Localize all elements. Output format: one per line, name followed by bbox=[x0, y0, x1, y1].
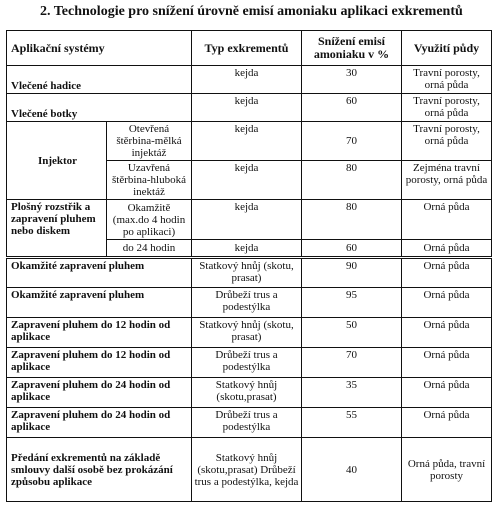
system-cell: Zapravení pluhem do 12 hodin od aplikace bbox=[7, 318, 192, 348]
system-cell: Okamžité zapravení pluhem bbox=[7, 288, 192, 318]
header-systems: Aplikační systémy bbox=[7, 31, 192, 66]
use-cell: Orná půda bbox=[402, 378, 492, 408]
use-cell: Travní porosty, orná půda bbox=[402, 94, 492, 122]
table-row bbox=[7, 348, 492, 378]
reduction-cell: 95 bbox=[302, 288, 402, 318]
reduction-cell: 40 bbox=[302, 438, 402, 502]
subtype-cell: do 24 hodin bbox=[107, 240, 192, 258]
type-cell: Drůbeží trus a podestýlka bbox=[192, 348, 302, 378]
system-cell: Vlečené hadice bbox=[7, 66, 192, 94]
use-cell: Zejména travní porosty, orná půda bbox=[402, 161, 492, 200]
system-cell: Okamžité zapravení pluhem bbox=[7, 258, 192, 288]
emissions-table bbox=[6, 30, 492, 502]
type-cell: Statkový hnůj (skotu, prasat) bbox=[192, 318, 302, 348]
header-use: Využití půdy bbox=[402, 31, 492, 66]
use-cell: Orná půda bbox=[402, 258, 492, 288]
system-cell: Zapravení pluhem do 24 hodin od aplikace bbox=[7, 378, 192, 408]
type-cell: Statkový hnůj (skotu, prasat) bbox=[192, 258, 302, 288]
reduction-cell: 70 bbox=[302, 348, 402, 378]
reduction-cell: 70 bbox=[302, 122, 402, 161]
type-cell: Drůbeží trus a podestýlka bbox=[192, 408, 302, 438]
type-cell: Statkový hnůj (skotu,prasat) bbox=[192, 378, 302, 408]
system-cell: Předání exkrementů na základě smlouvy další osobě bez prokázání způsobu aplikace bbox=[7, 438, 192, 502]
reduction-cell: 90 bbox=[302, 258, 402, 288]
system-cell: Plošný rozstřik a zapravení pluhem nebo diskem bbox=[7, 200, 107, 258]
reduction-cell: 50 bbox=[302, 318, 402, 348]
use-cell: Orná půda bbox=[402, 408, 492, 438]
use-cell: Travní porosty, orná půda bbox=[402, 66, 492, 94]
type-cell: Statkový hnůj (skotu,prasat) Drůbeží trus a podestýlka, kejda bbox=[192, 438, 302, 502]
subtype-cell: Otevřená štěrbina-mělká injektáž bbox=[107, 122, 192, 161]
reduction-cell: 30 bbox=[302, 66, 402, 94]
reduction-cell: 60 bbox=[302, 94, 402, 122]
system-cell: Zapravení pluhem do 12 hodin od aplikace bbox=[7, 348, 192, 378]
type-cell: kejda bbox=[192, 94, 302, 122]
type-cell: kejda bbox=[192, 122, 302, 161]
table-row bbox=[7, 200, 492, 240]
table-row bbox=[7, 94, 492, 122]
table-row bbox=[7, 122, 492, 161]
system-cell: Vlečené botky bbox=[7, 94, 192, 122]
type-cell: kejda bbox=[192, 240, 302, 258]
reduction-cell: 35 bbox=[302, 378, 402, 408]
subtype-cell: Okamžitě (max.do 4 hodin po aplikaci) bbox=[107, 200, 192, 240]
table-header-row bbox=[7, 31, 492, 66]
type-cell: kejda bbox=[192, 161, 302, 200]
table-row bbox=[7, 258, 492, 288]
type-cell: kejda bbox=[192, 66, 302, 94]
system-cell: Injektor bbox=[7, 122, 107, 200]
use-cell: Orná půda bbox=[402, 240, 492, 258]
table-row bbox=[7, 378, 492, 408]
table-row bbox=[7, 288, 492, 318]
reduction-cell: 80 bbox=[302, 161, 402, 200]
table-row bbox=[7, 318, 492, 348]
use-cell: Orná půda bbox=[402, 348, 492, 378]
section-heading: 2. Technologie pro snížení úrovně emisí amoniaku aplikaci exkrementů bbox=[40, 4, 463, 19]
subtype-cell: Uzavřená štěrbina-hluboká inektáž bbox=[107, 161, 192, 200]
use-cell: Orná půda, travní porosty bbox=[402, 438, 492, 502]
type-cell: Drůbeží trus a podestýlka bbox=[192, 288, 302, 318]
type-cell: kejda bbox=[192, 200, 302, 240]
use-cell: Travní porosty, orná půda bbox=[402, 122, 492, 161]
table-row bbox=[7, 438, 492, 502]
table-row bbox=[7, 408, 492, 438]
use-cell: Orná půda bbox=[402, 318, 492, 348]
system-cell: Zapravení pluhem do 24 hodin od aplikace bbox=[7, 408, 192, 438]
table-row bbox=[7, 66, 492, 94]
header-reduction: Snížení emisí amoniaku v % bbox=[302, 31, 402, 66]
reduction-cell: 60 bbox=[302, 240, 402, 258]
header-type: Typ exkrementů bbox=[192, 31, 302, 66]
reduction-cell: 80 bbox=[302, 200, 402, 240]
use-cell: Orná půda bbox=[402, 288, 492, 318]
reduction-cell: 55 bbox=[302, 408, 402, 438]
use-cell: Orná půda bbox=[402, 200, 492, 240]
